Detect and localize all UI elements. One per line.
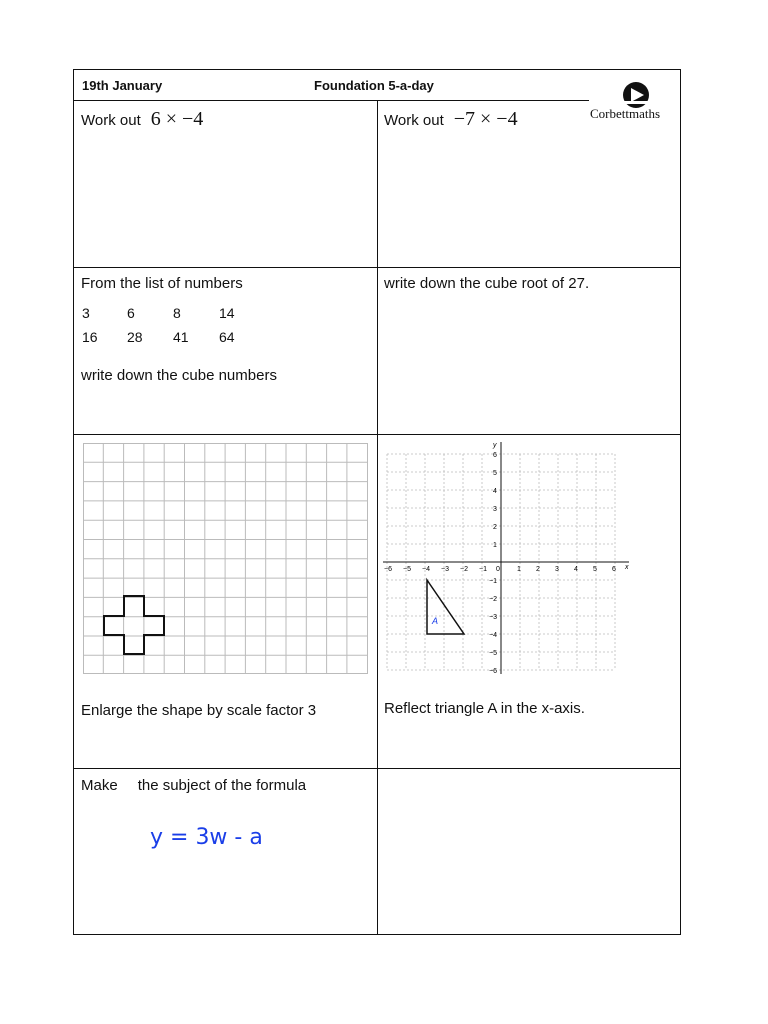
row-divider-1 bbox=[74, 267, 680, 268]
x-axis-label: x bbox=[625, 564, 629, 571]
number-item: 16 bbox=[82, 329, 98, 345]
x-tick-label: −5 bbox=[403, 566, 411, 573]
q7-text-before: Make bbox=[81, 777, 118, 794]
x-tick-label: −1 bbox=[479, 566, 487, 573]
number-item: 28 bbox=[127, 329, 143, 345]
number-item: 64 bbox=[219, 329, 235, 345]
y-tick-label: 2 bbox=[493, 524, 497, 531]
q1-prefix: Work out bbox=[81, 112, 141, 129]
x-tick-label: −2 bbox=[460, 566, 468, 573]
q2-prefix: Work out bbox=[384, 112, 444, 129]
number-item: 8 bbox=[173, 305, 181, 321]
worksheet-title: Foundation 5-a-day bbox=[314, 78, 434, 93]
q5-text: Enlarge the shape by scale factor 3 bbox=[81, 702, 317, 719]
y-tick-label: −1 bbox=[489, 578, 497, 585]
q3-instruction: write down the cube numbers bbox=[81, 367, 277, 384]
corbettmaths-logo bbox=[588, 76, 680, 124]
y-axis-label: y bbox=[493, 442, 497, 449]
y-tick-label: 5 bbox=[493, 470, 497, 477]
y-tick-label: −6 bbox=[489, 668, 497, 675]
row-divider-2 bbox=[74, 434, 680, 435]
x-tick-label: 1 bbox=[517, 566, 521, 573]
x-tick-label: 2 bbox=[536, 566, 540, 573]
q6-text: Reflect triangle A in the x-axis. bbox=[384, 700, 585, 717]
logo-text: Corbettmaths bbox=[590, 106, 661, 121]
question-7 bbox=[81, 777, 306, 794]
y-tick-label: −4 bbox=[489, 632, 497, 639]
worksheet bbox=[73, 69, 681, 935]
y-tick-label: −2 bbox=[489, 596, 497, 603]
x-tick-label: −6 bbox=[384, 566, 392, 573]
q4-text: write down the cube root of 27. bbox=[384, 275, 590, 292]
question-2 bbox=[384, 108, 518, 131]
x-tick-label: −3 bbox=[441, 566, 449, 573]
y-tick-label: 1 bbox=[493, 542, 497, 549]
row-divider-3 bbox=[74, 768, 680, 769]
q3-intro: From the list of numbers bbox=[81, 275, 243, 292]
y-tick-label: 3 bbox=[493, 506, 497, 513]
x-tick-label: 0 bbox=[496, 566, 500, 573]
y-tick-label: −3 bbox=[489, 614, 497, 621]
number-item: 3 bbox=[82, 305, 90, 321]
y-tick-label: 4 bbox=[493, 488, 497, 495]
q2-expression: −7 × −4 bbox=[453, 108, 518, 130]
y-tick-label: 6 bbox=[493, 452, 497, 459]
date-label: 19th January bbox=[82, 78, 163, 93]
q7-text-after: the subject of the formula bbox=[137, 777, 307, 794]
coordinate-grid bbox=[379, 438, 639, 678]
x-tick-label: 4 bbox=[574, 566, 578, 573]
x-tick-label: 5 bbox=[593, 566, 597, 573]
x-tick-label: −4 bbox=[422, 566, 430, 573]
number-item: 41 bbox=[173, 329, 189, 345]
enlargement-grid bbox=[83, 443, 369, 675]
y-tick-label: −5 bbox=[489, 650, 497, 657]
x-tick-label: 3 bbox=[555, 566, 559, 573]
q1-expression: 6 × −4 bbox=[150, 108, 204, 130]
triangle-label: A bbox=[432, 616, 439, 626]
column-divider bbox=[377, 101, 378, 935]
number-list bbox=[82, 305, 282, 349]
question-1 bbox=[81, 108, 203, 131]
number-item: 14 bbox=[219, 305, 235, 321]
number-item: 6 bbox=[127, 305, 135, 321]
header-bar bbox=[74, 70, 589, 101]
x-tick-label: 6 bbox=[612, 566, 616, 573]
formula: y = 3w - a bbox=[150, 825, 263, 850]
